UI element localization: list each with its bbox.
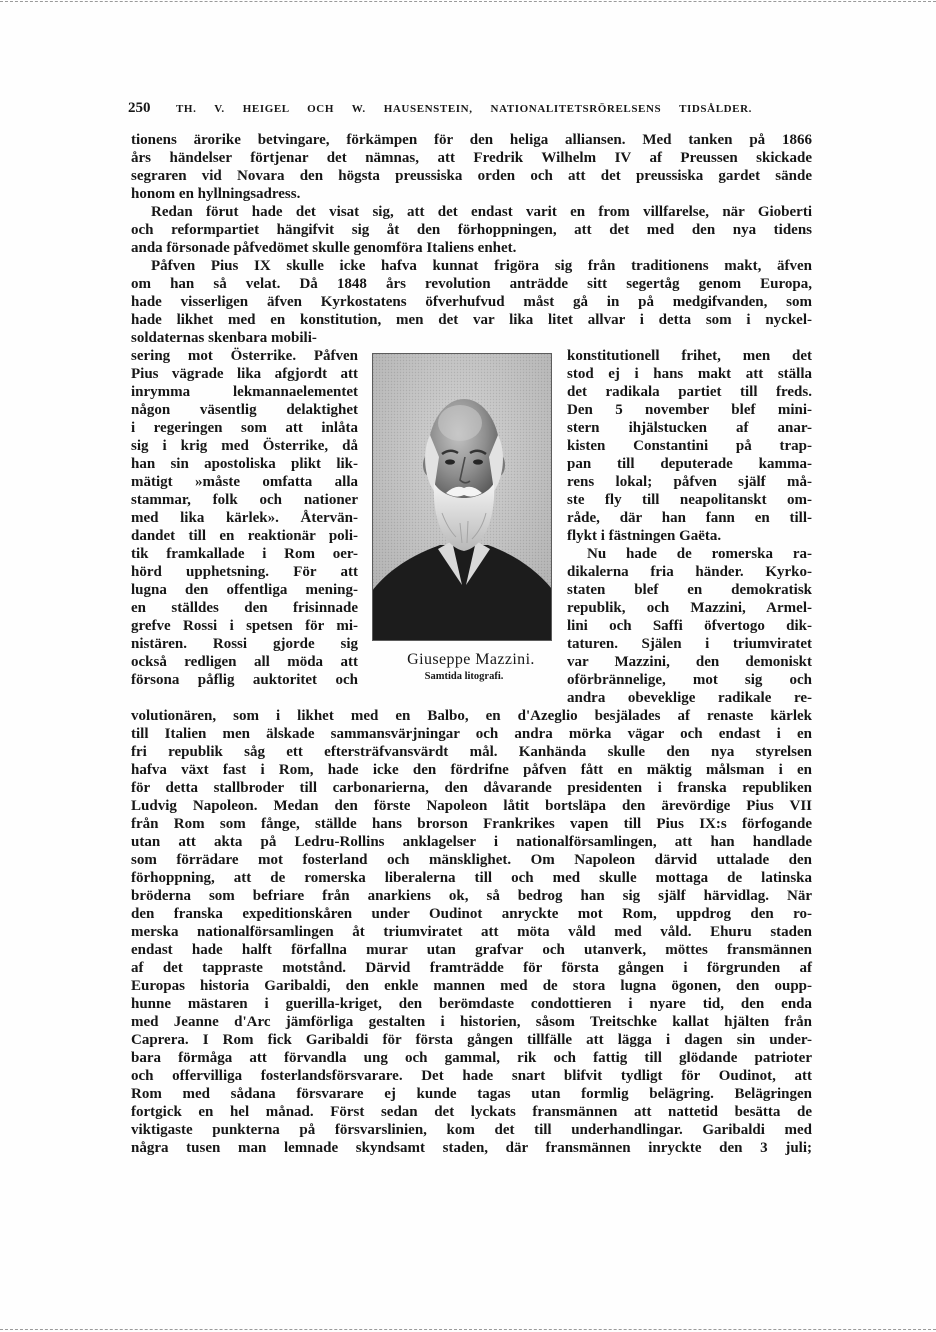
text-line: förhoppning, att de romerska liberalerna till och med skulle mottaga de latinska [131, 870, 812, 886]
text-line: viktigaste punkterna på försvarslinien, kom det till underhandlingar. Garibaldi med [131, 1122, 812, 1138]
text-line: han sin apostoliska plikt lik- [131, 456, 358, 472]
text-line: Europas historia Garibaldi, den enkle mannen med de stora lugna ögonen, den oupp- [131, 978, 812, 994]
scan-edge-bottom [0, 1329, 936, 1330]
text-line: inrymma lekmannaelementet [131, 384, 358, 400]
text-line: den franska expeditionskåren under Oudinot anryckte mot Rom, uppdrog den ro- [131, 906, 812, 922]
text-line: till Italien men älskade sammansvärjningar och andra mörka vägar och endast i en [131, 726, 812, 742]
text-line: hade visserligen äfven Kyrkostatens öfverhufvud måst gå in på medgifvanden, som [131, 294, 812, 310]
text-line: Caprera. I Rom fick Garibaldi för första gången tillfälle att lägga i dagen sin under- [131, 1032, 812, 1048]
text-line: mätigt »måste omfatta alla [131, 474, 358, 490]
text-line: grefve Rossi i spetsen för mi- [131, 618, 358, 634]
portrait-figure [372, 353, 552, 641]
text-line: volutionären, som i likhet med en Balbo, en d'Azeglio besjälades af renaste kärlek [131, 708, 812, 724]
text-line: från Rom som fånge, ställde hans brorson Frankrikes vapen till Pius IX:s förfogande [131, 816, 812, 832]
text-line: lini och Saffi öfvertogo dik- [567, 618, 812, 634]
text-line: flykt i fästningen Gaëta. [567, 528, 722, 544]
text-line: och reformpartiet hängifvit sig åt den förhoppningen, att det med den nya tidens [131, 222, 812, 238]
text-line: segraren vid Novara den högsta preussiska orden och att det preussiska gardet sände [131, 168, 812, 184]
text-line: tik framkallade i Rom oer- [131, 546, 358, 562]
text-line: merska nationalförsamlingen åt triumviratet att möta våld med våld. Ehuru staden [131, 924, 812, 940]
text-line: pan till deputerade kamma- [567, 456, 812, 472]
text-line: ste fly till neapolitanskt om- [567, 492, 812, 508]
body-text-bottom [131, 707, 812, 1157]
text-line: soldaternas skenbara mobili- [131, 330, 317, 346]
text-line: fri republik såg ett eftersträfvansvärdt mål. Kanhända skulle den nya styrelsen [131, 744, 812, 760]
text-line: Pius vägrade lika afgjordt att [131, 366, 358, 382]
text-line: kisten Constantini på trap- [567, 438, 812, 454]
running-header [0, 99, 936, 117]
figure-credit: Samtida litografi. [424, 671, 504, 682]
text-line: taturen. Själen i triumviratet [567, 636, 812, 652]
text-line: oförbrännelige, mot sig och [567, 672, 812, 688]
text-line: Den 5 november blef mini- [567, 402, 812, 418]
paragraph-start-line: Redan förut hade det visat sig, att det endast varit en from villfarelse, när Gioberti [151, 204, 812, 220]
text-line: Rom med sådana försvarare ej kunde tagas utan formlig belägring. Belägringen [131, 1086, 812, 1102]
text-line: några tusen man lemnade skyndsamt staden, där fransmännen inryckte den 3 juli; [131, 1140, 812, 1156]
mazzini-portrait-image [372, 353, 552, 641]
text-line: var Mazzini, den demoniskt [567, 654, 812, 670]
figure-caption: Giuseppe Mazzini. [407, 651, 535, 668]
text-line: hafva växt fast i Rom, hade icke den fördrifne påfven fått en mäktig målsman i en [131, 762, 812, 778]
text-line: som förrädare mot fosterland och mänsklighet. Om Napoleon därvid uttalade den [131, 852, 812, 868]
text-line: endast hade halft förfallna murar utan grafvar och utanverk, möttes fransmännen [131, 942, 812, 958]
text-line: dandet till en reaktionär poli- [131, 528, 358, 544]
text-line: hunne mästaren i guerilla-kriget, den berömdaste condottieren i nyare tid, den enda [131, 996, 812, 1012]
text-line: stammar, folk och nationer [131, 492, 358, 508]
text-line: bröderna som befriare från anarkiens ok, så bedrog han sig själf härvidlag. När [131, 888, 812, 904]
text-line: Ludvig Napoleon. Medan den förste Napoleon låtit bortsläpa den ärevördige Pius VII [131, 798, 812, 814]
text-line: också redligen all möda att [131, 654, 358, 670]
text-line: republik, och Mazzini, Armel- [567, 600, 812, 616]
page-number: 250 [128, 100, 151, 116]
text-line: sig i krig med Österrike, då [131, 438, 358, 454]
body-text-top [131, 131, 812, 329]
text-line: någon väsentlig delaktighet [131, 402, 358, 418]
paragraph-start-line: Nu hade de romerska ra- [587, 546, 812, 562]
text-line: fortgick en hel månad. Först sedan det lyckats fransmännen att nattetid besätta de [131, 1104, 812, 1120]
text-line: tionens ärorike betvingare, förkämpen för den heliga alliansen. Med tanken på 1866 [131, 132, 812, 148]
text-line: staten blef en demokratisk [567, 582, 812, 598]
text-line: hade likhet med en konstitution, men det var lika litet allvar i detta som i nyckel- [131, 312, 812, 328]
text-column-right [567, 347, 812, 707]
running-title: TH. V. HEIGEL OCH W. HAUSENSTEIN, NATIONALITETSRÖRELSENS TIDSÅLDER. [176, 103, 752, 115]
text-line: rens lokal; påfven själf må- [567, 474, 812, 490]
text-line: råde, där han fann en till- [567, 510, 812, 526]
text-line: andra obeveklige radikale re- [567, 690, 812, 706]
text-line: en ställdes den frisinnade [131, 600, 358, 616]
text-line: i regeringen som att inlåta [131, 420, 358, 436]
text-column-left [131, 329, 358, 689]
text-line: hörd upphetsning. För att [131, 564, 358, 580]
text-line: sering mot Österrike. Påfven [131, 348, 358, 364]
text-line: honom en hyllningsadress. [131, 186, 301, 202]
text-line: dikalerna fria händer. Kyrko- [567, 564, 812, 580]
text-line: bara förmåga att förvandla ung och gammal, rik och fattig till glödande patrioter [131, 1050, 812, 1066]
text-line: nistären. Rossi gjorde sig [131, 636, 358, 652]
text-line: och offervilliga fosterlandsförsvarare. Det hade snart blifvit tydligt för Oudinot, att [131, 1068, 812, 1084]
text-line: om han så velat. Då 1848 års revolution anträdde sitt segertåg genom Europa, [131, 276, 812, 292]
paragraph-start-line: Påfven Pius IX skulle icke hafva kunnat frigöra sig från traditionens makt, äfven [151, 258, 812, 274]
scan-edge-top [0, 1, 936, 2]
text-line: års händelser förtjenar det nämnas, att Fredrik Wilhelm IV af Preussen skickade [131, 150, 812, 166]
text-line: lugna den offentliga mening- [131, 582, 358, 598]
text-line: stern ihjälstucken af anar- [567, 420, 812, 436]
text-line: konstitutionell frihet, men det [567, 348, 812, 364]
text-line: med lika kärlek». Återvän- [131, 510, 358, 526]
text-line: för detta stallbroder till carbonarierna, den dåvarande presidenten i franska republiken [131, 780, 812, 796]
text-line: stod ej i hans makt att ställa [567, 366, 812, 382]
text-line: med Jeanne d'Arc jämförliga gestalten i historien, såsom Treitschke kallat hjälten från [131, 1014, 812, 1030]
text-line: af det tappraste motstånd. Därvid framträdde för första gången i förgrunden af [131, 960, 812, 976]
text-line: det radikala partiet till freds. [567, 384, 812, 400]
text-line: försona påflig auktoritet och [131, 672, 358, 688]
text-line: utan att akta på Ledru-Rollins anklagelser i nationalförsamlingen, att han handlade [131, 834, 812, 850]
text-line: anda försonade påfvedömet skulle genomföra Italiens enhet. [131, 240, 517, 256]
